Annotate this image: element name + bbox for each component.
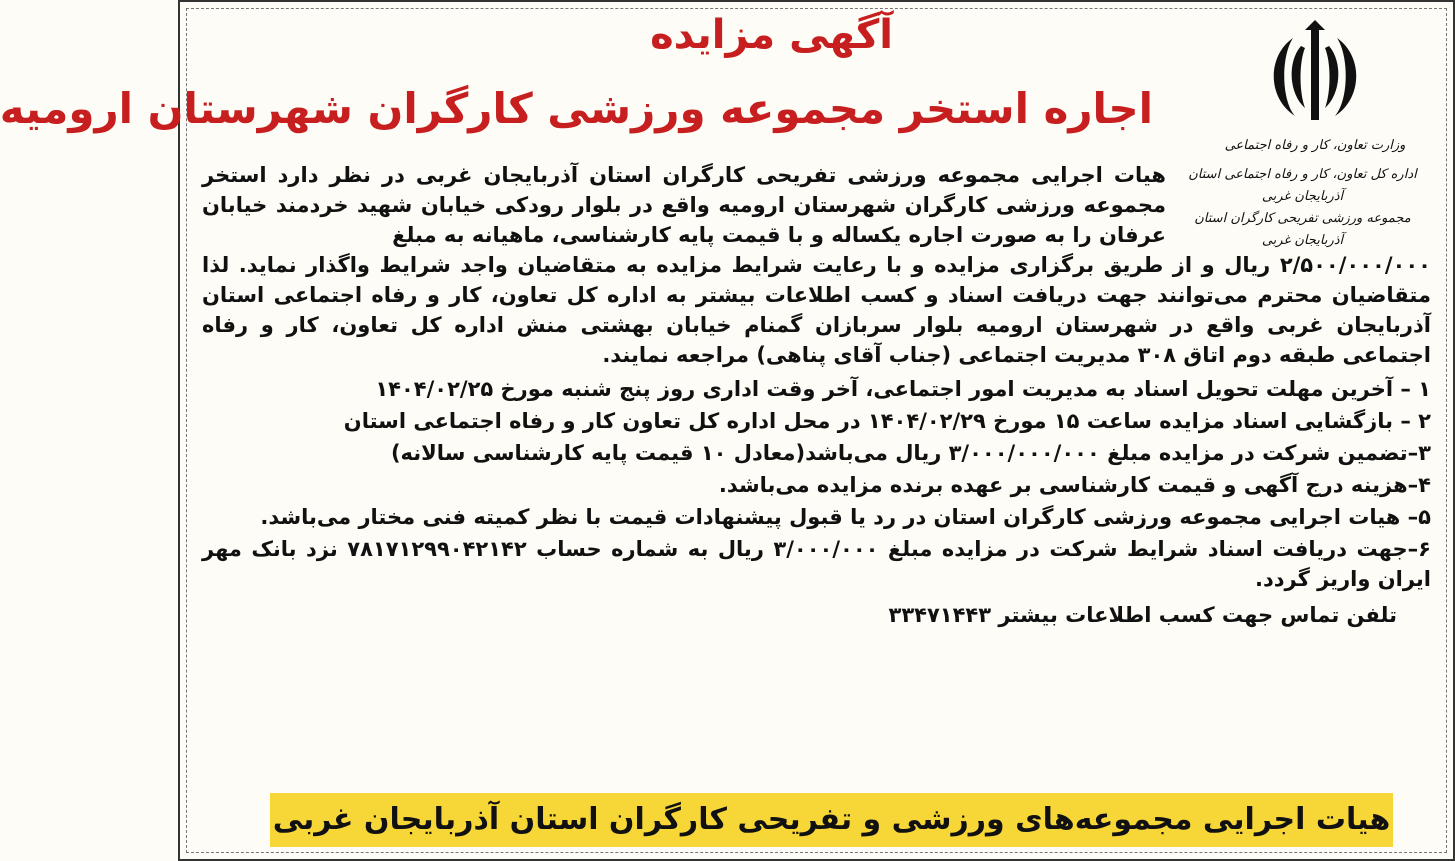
ministry-logo bbox=[1195, 16, 1435, 153]
list-item: ۱ – آخرین مهلت تحویل اسناد به مدیریت امور اجتماعی، آخر وقت اداری روز پنج شنبه مورخ ۱۴۰۴/۰۲/۲۵ bbox=[375, 377, 1431, 401]
notice-title: آگهی مزایده bbox=[650, 12, 893, 58]
intro-paragraph-2: ۲/۵۰۰/۰۰۰/۰۰۰ ریال و از طریق برگزاری مزایده و با رعایت شرایط مزایده به متقاضیان واجد شرایط واگذار نماید. لذا متقاضیان محترم می‌توانند جهت دریافت اسناد و کسب اطلاعات بیشتر به اداره کل تعاون، کار و رفاه اجتماعی استان آذربایجان غربی واقع در شهرستان ارومیه بلوار سربازان گمنام خیابان بهشتی منش اداره کل تعاون، کار و رفاه اجتماعی طبقه دوم اتاق ۳۰۸ مدیریت اجتماعی (جناب آقای پناهی) مراجعه نمایند. bbox=[202, 253, 1431, 367]
intro-paragraph-1: هیات اجرایی مجموعه ورزشی تفریحی کارگران استان آذربایجان غربی در نظر دارد استخر مجموعه ورزشی کارگران شهرستان ارومیه واقع در بلوار رودکی خیابان شهید خردمند خیابان عرفان را به صورت اجاره یکساله و با قیمت پایه کارشناسی، ماهیانه به مبلغ bbox=[202, 163, 1166, 247]
contact-phone: تلفن تماس جهت کسب اطلاعات بیشتر ۳۳۴۷۱۴۴۳ bbox=[888, 603, 1397, 627]
list-item: ۵– هیات اجرایی مجموعه ورزشی کارگران استان در رد یا قبول پیشنهادات قیمت با نظر کمیته فنی مختار می‌باشد. bbox=[260, 505, 1431, 529]
issuer-line-2: مجموعه ورزشی تفریحی کارگران استان آذربایجان غربی bbox=[1194, 211, 1411, 248]
iran-emblem-icon bbox=[1255, 16, 1375, 136]
conditions-list bbox=[202, 374, 1431, 594]
list-item: ۲ – بازگشایی اسناد مزایده ساعت ۱۵ مورخ ۱۴۰۴/۰۲/۲۹ در محل اداره کل تعاون کار و رفاه اجتماعی استان bbox=[343, 409, 1431, 433]
list-item: ۶–جهت دریافت اسناد شرایط شرکت در مزایده مبلغ ۳/۰۰۰/۰۰۰ ریال به شماره حساب ۷۸۱۷۱۲۹۹۰۴۲۱۴۲ نزد بانک مهر ایران واریز گردد. bbox=[202, 537, 1431, 591]
notice-body bbox=[202, 160, 1431, 630]
list-item: ۳–تضمین شرکت در مزایده مبلغ ۳/۰۰۰/۰۰۰/۰۰۰ ریال می‌باشد(معادل ۱۰ قیمت پایه کارشناسی سالانه) bbox=[390, 441, 1431, 465]
header bbox=[0, 10, 1453, 160]
footer-banner: هیات اجرایی مجموعه‌های ورزشی و تفریحی کارگران استان آذربایجان غربی bbox=[270, 793, 1393, 847]
issuer-line-1: اداره کل تعاون، کار و رفاه اجتماعی استان آذربایجان غربی bbox=[1188, 167, 1417, 204]
ministry-name: وزارت تعاون، کار و رفاه اجتماعی bbox=[1224, 138, 1406, 153]
list-item: ۴–هزینه درج آگهی و قیمت کارشناسی بر عهده برنده مزایده می‌باشد. bbox=[718, 473, 1431, 497]
notice-subtitle: اجاره استخر مجموعه ورزشی کارگران شهرستان ارومیه bbox=[0, 84, 1153, 133]
